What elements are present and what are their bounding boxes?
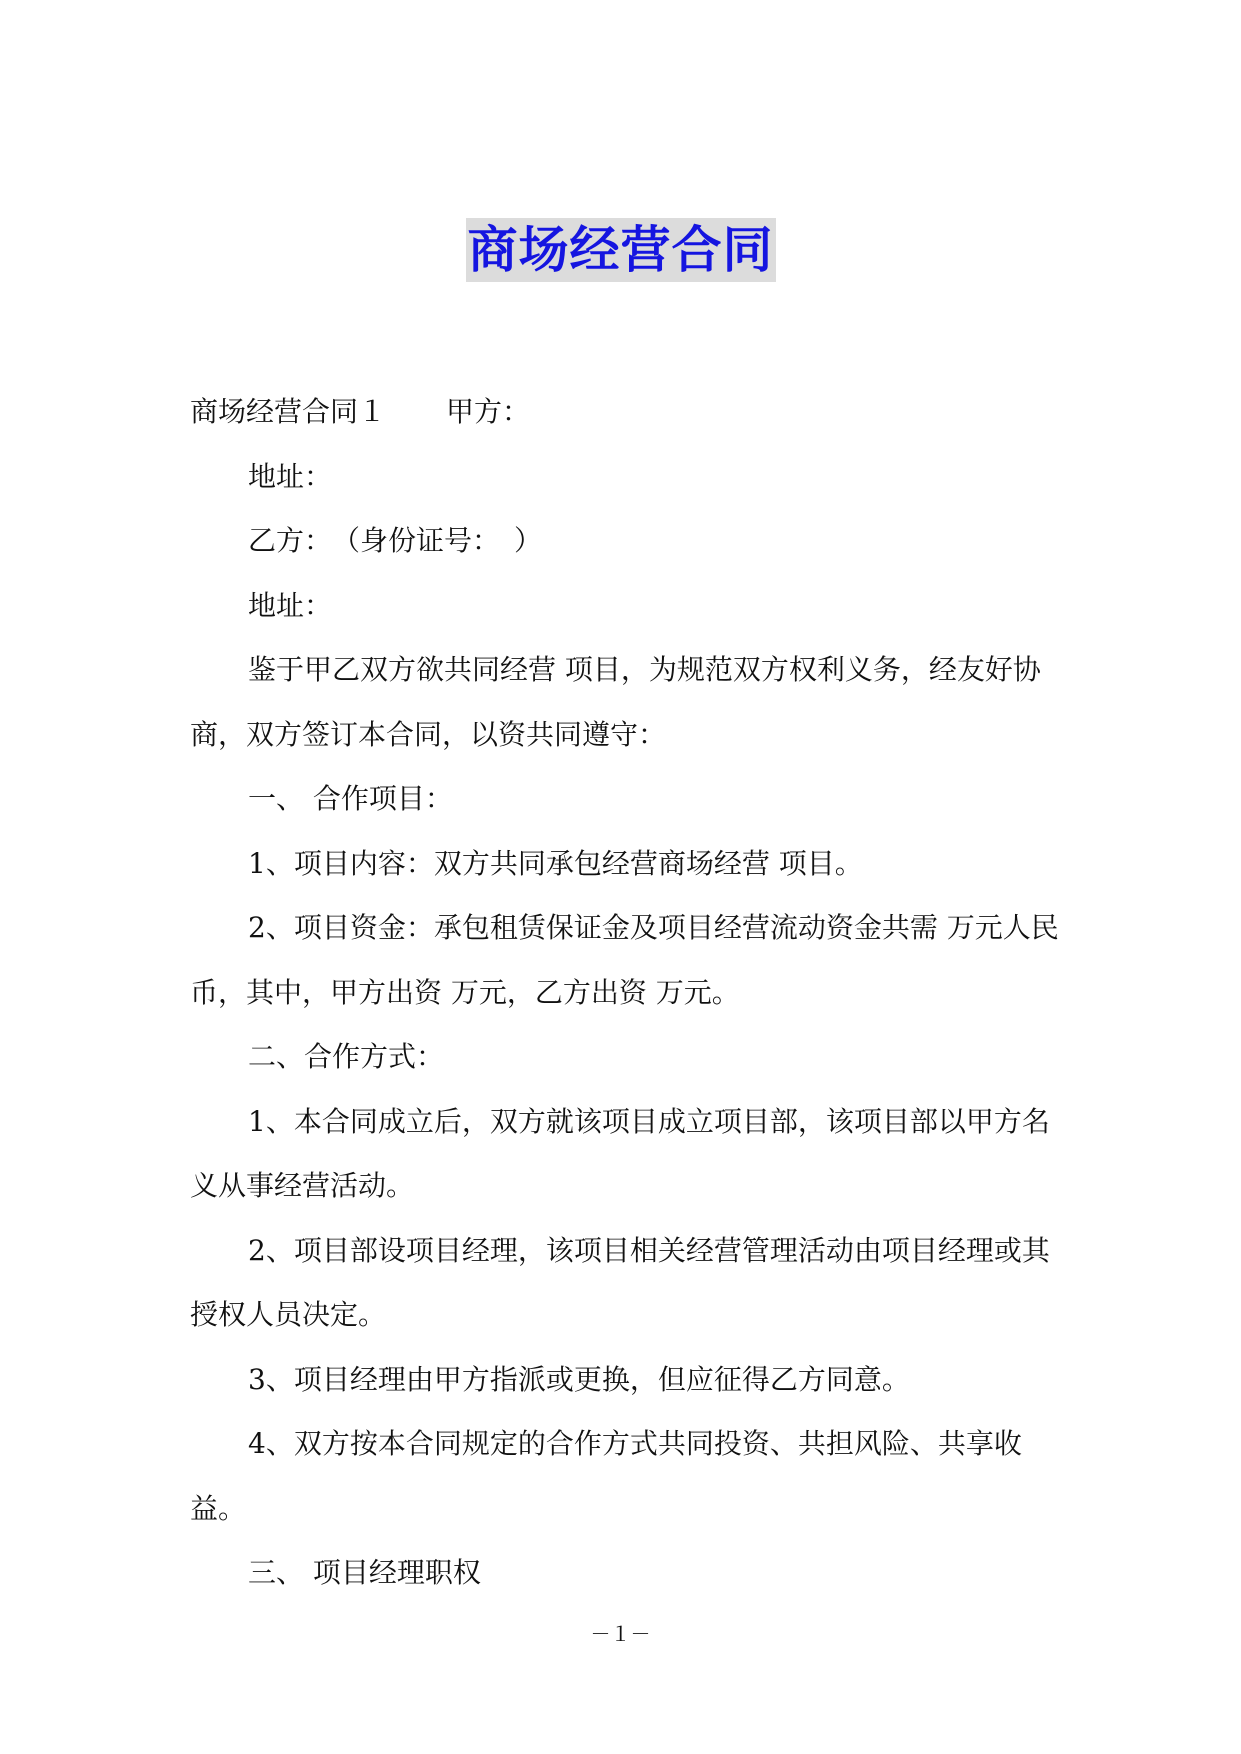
paragraph <box>190 1219 1070 1348</box>
contract-heading: 商场经营合同１ <box>190 395 387 428</box>
paragraph: 一、 合作项目： <box>248 782 453 815</box>
paragraph-text: 2、项目部设项目经理，该项目相关经营管理活动由项目经理或其授权人员决定。 <box>190 1233 1050 1331</box>
paragraph: 二、合作方式： <box>248 1040 445 1073</box>
page-number: －１－ <box>590 1622 651 1646</box>
paragraph: 3、项目经理由甲方指派或更换，但应征得乙方同意。 <box>248 1362 910 1396</box>
paragraph: 地址： <box>248 588 333 622</box>
paragraph <box>190 1090 1070 1219</box>
paragraph <box>190 638 1070 767</box>
paragraph-text: 鉴于甲乙双方欲共同经营 项目，为规范双方权利义务，经友好协商，双方签订本合同，以资共同遵守： <box>190 653 1041 751</box>
paragraph: 1、项目内容：双方共同承包经营商场经营 项目。 <box>248 846 863 880</box>
title-container <box>0 218 1241 282</box>
party-a-label: 甲方： <box>446 395 531 428</box>
document-body <box>190 380 1070 1606</box>
paragraph-text: 4、双方按本合同规定的合作方式共同投资、共担风险、共享收益。 <box>190 1427 1022 1525</box>
paragraph <box>190 1412 1070 1541</box>
paragraph: 三、 项目经理职权 <box>248 1556 481 1589</box>
paragraph: 乙方： （身份证号： ） <box>248 524 543 557</box>
heading-line <box>190 380 1070 445</box>
paragraph <box>190 896 1070 1025</box>
paragraph-text: 1、本合同成立后，双方就该项目成立项目部，该项目部以甲方名义从事经营活动。 <box>190 1104 1050 1202</box>
paragraph: 地址： <box>248 459 333 493</box>
document-title: 商场经营合同 <box>466 218 776 282</box>
paragraph-text: 2、项目资金：承包租赁保证金及项目经营流动资金共需 万元人民币，其中，甲方出资 万元，乙方出资 万元。 <box>190 911 1059 1009</box>
